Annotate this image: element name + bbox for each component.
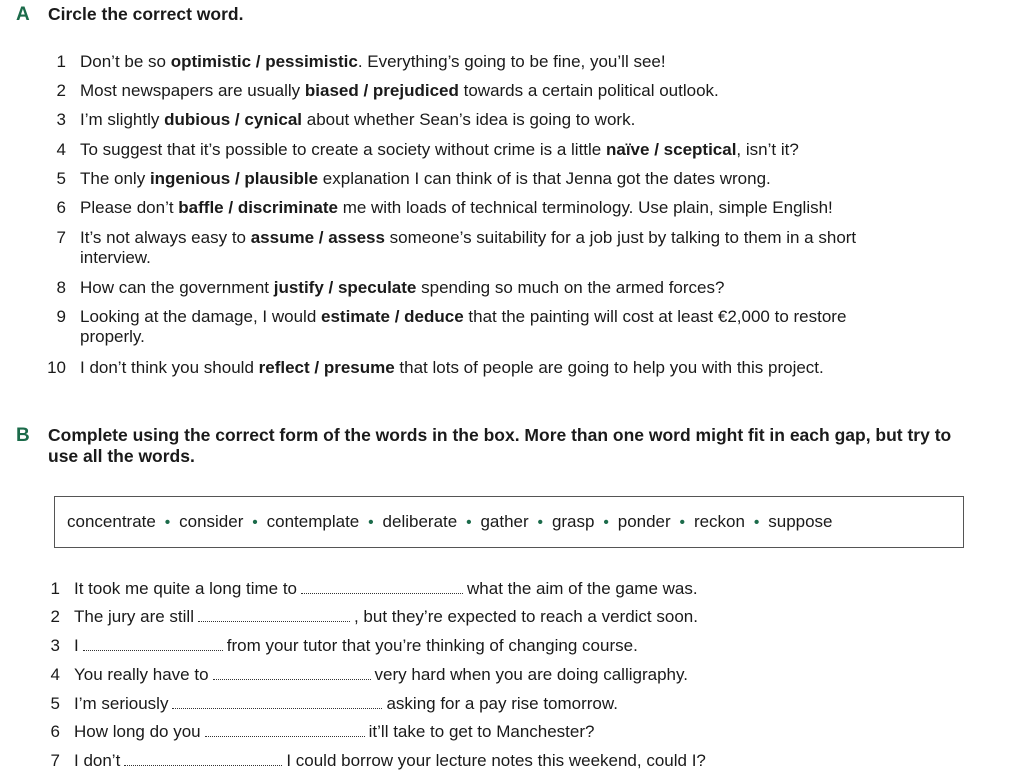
text-before: The jury are still xyxy=(74,607,194,626)
exercise-a-item xyxy=(36,278,936,298)
item-number: 7 xyxy=(50,751,60,770)
item-number: 2 xyxy=(56,81,66,100)
option-separator: / xyxy=(223,198,238,217)
item-text xyxy=(80,198,833,218)
item-number: 4 xyxy=(56,140,66,159)
section-b-header xyxy=(16,425,976,467)
text-before: It’s not always easy to xyxy=(80,228,251,247)
section-a-header xyxy=(16,4,976,26)
text-before: I xyxy=(74,636,79,655)
exercise-a-item xyxy=(36,198,936,218)
text-before: How can the government xyxy=(80,278,274,297)
box-word: contemplate xyxy=(266,512,360,531)
box-word: ponder xyxy=(617,512,671,531)
text-after: I could borrow your lecture notes this weekend, could I? xyxy=(286,751,706,770)
text-before: I’m seriously xyxy=(74,694,169,713)
section-a-title: Circle the correct word. xyxy=(48,4,244,24)
text-before: I’m slightly xyxy=(80,110,165,129)
bullet-separator: • xyxy=(537,513,543,531)
text-after: from your tutor that you’re thinking of changing course. xyxy=(226,636,638,655)
bullet-separator: • xyxy=(603,513,609,531)
exercise-b-item xyxy=(36,665,688,685)
item-number: 6 xyxy=(56,198,66,217)
item-text xyxy=(80,307,896,347)
option-separator: / xyxy=(323,278,338,297)
bullet-separator: • xyxy=(753,513,760,531)
exercise-b-item xyxy=(36,579,698,599)
exercise-a-item xyxy=(36,307,896,347)
word-option-2[interactable]: prejudiced xyxy=(372,81,459,100)
bullet-separator: • xyxy=(679,513,685,531)
option-separator: / xyxy=(389,307,405,326)
word-option-1[interactable]: justify xyxy=(273,278,324,297)
word-option-2[interactable]: assess xyxy=(328,228,385,247)
text-before: The only xyxy=(80,169,150,188)
option-separator: / xyxy=(251,52,266,71)
section-b-title: Complete using the correct form of the words in the box. More than one word might fit in each gap, but try to use all the words. xyxy=(48,425,952,466)
item-number: 5 xyxy=(50,694,60,713)
word-option-2[interactable]: pessimistic xyxy=(265,52,358,71)
box-word: reckon xyxy=(693,512,745,531)
item-number: 6 xyxy=(50,722,60,741)
word-option-1[interactable]: reflect xyxy=(258,358,310,377)
text-before: Don’t be so xyxy=(80,52,171,71)
text-before: It took me quite a long time to xyxy=(74,579,298,598)
answer-gap[interactable] xyxy=(172,694,382,709)
exercise-b-item xyxy=(36,607,698,627)
word-box xyxy=(54,496,964,548)
box-word: suppose xyxy=(768,512,833,531)
item-text xyxy=(74,665,688,685)
word-option-2[interactable]: speculate xyxy=(337,278,417,297)
exercise-a-item xyxy=(36,140,936,160)
word-option-1[interactable]: baffle xyxy=(178,198,224,217)
text-after: spending so much on the armed forces? xyxy=(416,278,725,297)
text-before: Looking at the damage, I would xyxy=(80,307,321,326)
answer-gap[interactable] xyxy=(198,607,350,622)
word-option-1[interactable]: estimate xyxy=(321,307,390,326)
section-b-letter: B xyxy=(16,425,30,446)
item-number: 1 xyxy=(56,52,66,71)
item-text xyxy=(80,52,666,72)
answer-gap[interactable] xyxy=(301,579,463,594)
section-a-letter: A xyxy=(16,4,30,25)
text-after: that the painting will cost at least €2,000 to restore properly. xyxy=(80,307,852,346)
option-separator: / xyxy=(309,358,324,377)
text-after: that lots of people are going to help you with this project. xyxy=(394,358,824,377)
exercise-a-item xyxy=(36,228,896,268)
exercise-a-item xyxy=(36,52,936,72)
bullet-separator: • xyxy=(466,513,472,531)
text-after: asking for a pay rise tomorrow. xyxy=(386,694,618,713)
item-number: 5 xyxy=(56,169,66,188)
item-text xyxy=(74,722,594,742)
item-number: 10 xyxy=(47,358,66,377)
word-option-2[interactable]: discriminate xyxy=(237,198,338,217)
word-option-2[interactable]: sceptical xyxy=(663,140,737,159)
word-option-2[interactable]: deduce xyxy=(404,307,464,326)
text-after: . Everything’s going to be fine, you’ll see! xyxy=(357,52,666,71)
word-option-2[interactable]: plausible xyxy=(244,169,319,188)
box-word: gather xyxy=(480,512,529,531)
exercise-a-item xyxy=(36,81,936,101)
item-text xyxy=(74,636,638,656)
box-word: concentrate xyxy=(67,512,156,531)
text-after: me with loads of technical terminology. Use plain, simple English! xyxy=(337,198,833,217)
exercise-b-item xyxy=(36,636,638,656)
option-separator: / xyxy=(230,169,245,188)
item-number: 9 xyxy=(56,307,66,326)
item-text xyxy=(80,278,724,298)
text-before: Most newspapers are usually xyxy=(80,81,305,100)
text-after: it’ll take to get to Manchester? xyxy=(368,722,595,741)
item-text xyxy=(74,694,618,714)
item-text xyxy=(74,579,698,599)
answer-gap[interactable] xyxy=(213,665,371,680)
word-option-1[interactable]: naïve xyxy=(606,140,650,159)
item-number: 3 xyxy=(50,636,60,655)
item-number: 4 xyxy=(50,665,60,684)
bullet-separator: • xyxy=(252,513,258,531)
text-after: very hard when you are doing calligraphy. xyxy=(374,665,688,684)
box-word: grasp xyxy=(551,512,595,531)
item-text xyxy=(80,228,896,268)
item-number: 7 xyxy=(56,228,66,247)
exercise-a-item xyxy=(36,358,936,378)
answer-gap[interactable] xyxy=(124,751,282,766)
item-number: 2 xyxy=(50,607,60,626)
text-after: someone’s suitability for a job just by talking to them in a short interview. xyxy=(80,228,861,267)
word-option-2[interactable]: cynical xyxy=(244,110,303,129)
item-text xyxy=(80,110,635,130)
box-word: consider xyxy=(179,512,244,531)
item-text xyxy=(74,607,698,627)
item-text xyxy=(80,169,771,189)
exercise-b-item xyxy=(36,722,594,742)
option-separator: / xyxy=(314,228,329,247)
word-option-1[interactable]: assume xyxy=(250,228,315,247)
answer-gap[interactable] xyxy=(205,722,365,737)
bullet-separator: • xyxy=(164,513,171,531)
word-option-1[interactable]: ingenious xyxy=(149,169,231,188)
item-number: 3 xyxy=(56,110,66,129)
item-number: 1 xyxy=(50,579,60,598)
text-before: How long do you xyxy=(74,722,201,741)
exercise-b-item xyxy=(36,694,618,714)
exercise-a-item xyxy=(36,110,936,130)
text-before: To suggest that it’s possible to create a society without crime is a little xyxy=(80,140,606,159)
item-text xyxy=(80,81,719,101)
item-number: 8 xyxy=(56,278,66,297)
word-option-1[interactable]: biased xyxy=(304,81,359,100)
text-before: I don’t xyxy=(74,751,121,770)
word-option-1[interactable]: optimistic xyxy=(170,52,252,71)
text-before: I don’t think you should xyxy=(80,358,259,377)
word-option-1[interactable]: dubious xyxy=(164,110,231,129)
word-option-2[interactable]: presume xyxy=(323,358,395,377)
item-text xyxy=(80,358,824,378)
text-after: towards a certain political outlook. xyxy=(458,81,719,100)
item-text xyxy=(80,140,799,160)
box-word: deliberate xyxy=(382,512,458,531)
exercise-b-item xyxy=(36,751,706,771)
text-after: , isn’t it? xyxy=(736,140,799,159)
answer-gap[interactable] xyxy=(83,636,223,651)
text-after: , but they’re expected to reach a verdict soon. xyxy=(353,607,698,626)
item-text xyxy=(74,751,706,771)
text-before: Please don’t xyxy=(80,198,179,217)
bullet-separator: • xyxy=(368,513,374,531)
option-separator: / xyxy=(649,140,664,159)
exercise-a-item xyxy=(36,169,936,189)
option-separator: / xyxy=(230,110,245,129)
text-before: You really have to xyxy=(74,665,209,684)
text-after: explanation I can think of is that Jenna got the dates wrong. xyxy=(318,169,771,188)
text-after: what the aim of the game was. xyxy=(467,579,698,598)
option-separator: / xyxy=(358,81,373,100)
text-after: about whether Sean’s idea is going to work. xyxy=(302,110,636,129)
